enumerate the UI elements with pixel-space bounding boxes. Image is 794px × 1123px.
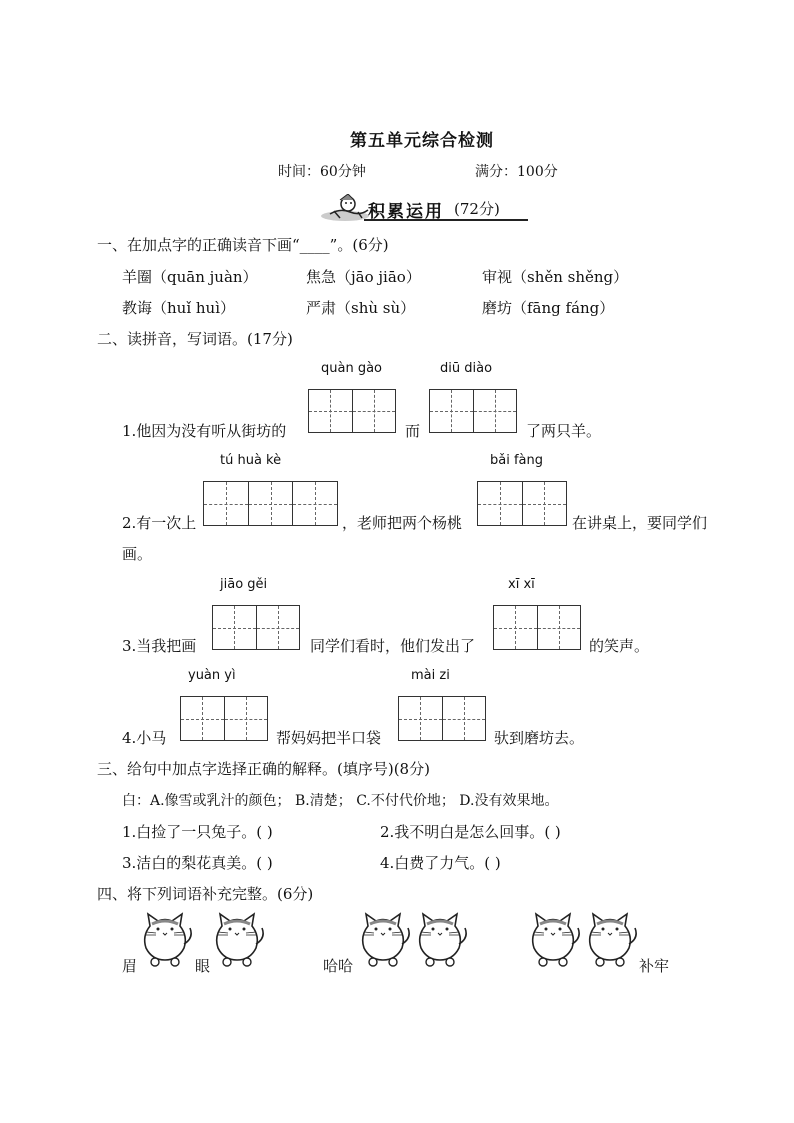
question-text: 画。 — [122, 545, 153, 563]
cat-blank-icon[interactable] — [526, 912, 582, 968]
cat-blank-icon[interactable] — [583, 912, 639, 968]
idiom-fragment: 补牢 — [639, 957, 670, 975]
question-text: 3.当我把画 — [122, 637, 197, 655]
option-item: 教诲（huǐ huì） — [122, 299, 236, 317]
pinyin: quàn gào — [321, 361, 383, 376]
banner-underline — [364, 219, 528, 221]
writing-grid[interactable] — [398, 696, 486, 741]
page-title: 第五单元综合检测 — [350, 131, 494, 151]
idiom-fragment: 眼 — [195, 957, 211, 975]
writing-grid[interactable] — [429, 389, 517, 433]
question-text: ，老师把两个杨桃 — [342, 514, 463, 532]
section4-heading: 四、将下列词语补充完整。(6分) — [97, 885, 314, 903]
section3-heading: 三、给句中加点字选择正确的解释。(填序号)(8分) — [97, 760, 430, 778]
cat-blank-icon[interactable] — [356, 912, 412, 968]
question-text: 1.白捡了一只兔子。( ) — [122, 823, 273, 841]
question-text: 4.白费了力气。( ) — [380, 854, 501, 872]
idiom-fragment: 哈哈 — [323, 957, 354, 975]
pinyin: jiāo gěi — [220, 577, 268, 592]
section-banner — [320, 194, 530, 222]
option-item: 严肃（shù sù） — [306, 299, 416, 317]
writing-grid[interactable] — [308, 389, 396, 433]
question-text: 同学们看时，他们发出了 — [310, 637, 476, 655]
time-limit: 时间：60分钟 — [278, 164, 366, 180]
writing-grid[interactable] — [477, 481, 567, 526]
question-text: 的笑声。 — [589, 637, 650, 655]
banner-title: 积累运用 — [368, 202, 444, 222]
option-item: 羊圈（quān juàn） — [122, 268, 258, 286]
question-text: 3.洁白的梨花真美。( ) — [122, 854, 273, 872]
writing-grid[interactable] — [203, 481, 338, 526]
cat-blank-icon[interactable] — [210, 912, 266, 968]
writing-grid[interactable] — [180, 696, 268, 741]
question-text: 在讲桌上，要同学们 — [572, 514, 708, 532]
mascot-icon — [320, 194, 370, 222]
question-text: 帮妈妈把半口袋 — [276, 729, 382, 747]
definition-options: 白：A.像雪或乳汁的颜色； B.清楚； C.不付代价地； D.没有效果地。 — [122, 793, 559, 809]
pinyin: bǎi fàng — [490, 453, 543, 468]
question-text: 1.他因为没有听从街坊的 — [122, 422, 287, 440]
full-score: 满分：100分 — [475, 164, 558, 180]
cat-blank-icon[interactable] — [138, 912, 194, 968]
section2-heading: 二、读拼音，写词语。(17分) — [97, 330, 293, 348]
pinyin: tú huà kè — [220, 453, 282, 468]
question-text: 了两只羊。 — [526, 422, 602, 440]
writing-grid[interactable] — [212, 605, 300, 650]
banner-score: (72分) — [454, 200, 500, 218]
pinyin: yuàn yì — [188, 668, 236, 683]
question-text: 2.我不明白是怎么回事。( ) — [380, 823, 561, 841]
section1-heading: 一、在加点字的正确读音下画“____”。(6分) — [97, 236, 389, 254]
question-text: 驮到磨坊去。 — [494, 729, 585, 747]
writing-grid[interactable] — [493, 605, 581, 650]
question-text: 2.有一次上 — [122, 514, 197, 532]
idiom-fragment: 眉 — [122, 957, 138, 975]
question-text: 4.小马 — [122, 729, 167, 747]
cat-blank-icon[interactable] — [413, 912, 469, 968]
question-text: 而 — [405, 422, 421, 440]
pinyin: mài zi — [411, 668, 450, 683]
option-item: 磨坊（fāng fáng） — [482, 299, 615, 317]
option-item: 焦急（jāo jiāo） — [306, 268, 421, 286]
option-item: 审视（shěn shěng） — [482, 268, 629, 286]
pinyin: xī xī — [508, 577, 535, 592]
pinyin: diū diào — [440, 361, 493, 376]
